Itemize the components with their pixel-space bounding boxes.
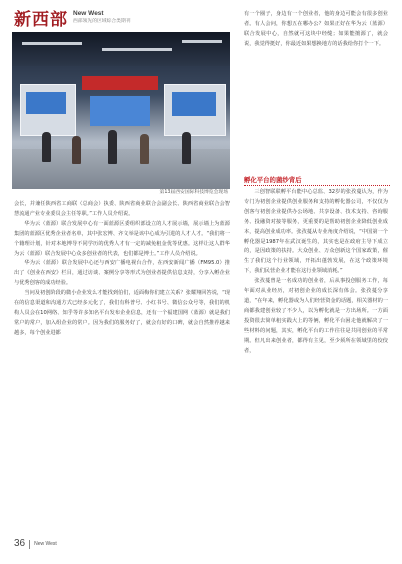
photo-person <box>140 134 149 164</box>
photo-light <box>102 48 172 51</box>
masthead-english: New West <box>73 10 104 17</box>
photo-light <box>182 40 222 43</box>
photo-person <box>72 136 81 164</box>
paragraph: 会长，并兼任陕西省工商联（总商会）执委、陕西省商业联合会副会长、陕西省商业联合会智慧流通产业专业委员会主任等职。”工作人员介绍说。 <box>14 201 230 217</box>
footer-brand: New West <box>34 541 57 547</box>
masthead-tagline: 西部领先的区域综合类期刊 <box>73 19 131 24</box>
photo-light <box>22 42 82 45</box>
section-rule <box>244 185 390 186</box>
exhibition-photo <box>12 32 230 189</box>
footer-divider <box>29 540 30 549</box>
right-column-bottom <box>244 188 388 356</box>
paragraph: 华为云（蓝源）联合发展中心还与西安广播电视台合作，在西安新闻广播（FM95.0）推出了《创业在西安》栏目，通过访谈、案例分享等形式为创业者提供信息支持，分享入孵企业与优秀创客的成功经验。 <box>14 260 230 287</box>
photo-screen <box>172 92 216 116</box>
photo-screen <box>90 96 150 126</box>
photo-banner <box>82 76 158 90</box>
photo-person <box>182 132 191 164</box>
photo-person <box>42 132 51 162</box>
paragraph: 有一个圈子，身边有一个创业者，他的身边可能会有很多创业者。有人会问，你想五在哪办公？如果正好在华为云（蓝源）联合发展中心，自然就可这块中经缝；如果能擅源了，就会说，我觉得挺好，你最近如果想换地方的话我给你打个一下。 <box>244 11 388 47</box>
photo-screen <box>26 92 66 114</box>
paragraph: 三创智联联孵平台能中心总监、32岁的张孜蔓认为，作为专门为初创企业提供创业服务和支持的孵化器公司，不仅仅为创客与初创企业提供办公场地、共享设备、技术支持、咨询服务、投融资对接等服务，更重要的是帮助初创企业降低创业成本，提高创业成功率。张孜蔓从专业角度介绍说，“中国第一个孵化器是1987年在武汉诞生的，其实也是在政府主导下成立的，是因政策的扶持。大众创业、万众创新这个国家政策，催生了我们这个行业领域，开拓出蓬勃发展，在这个政策环境下，我们民营企业才能在这行业领域消耗。” <box>244 189 388 275</box>
right-column-top <box>244 10 388 50</box>
left-column <box>14 200 230 339</box>
photo-person <box>108 130 117 164</box>
section-title: 孵化平台的菌纱背后 <box>244 176 302 184</box>
photo-caption: 第13届西安国际科技博览会现场 <box>159 190 228 195</box>
paragraph: 华为云（蓝源）联合发展中心有一面蓝源区委组织部设立的人才展示墙，展示墙上为蓝源集团的蓝源区优秀企业者名单，其中张宏博、齐文举是该中心成为引进的人才人才。“我们将一个籍理计划，针对本地博导不同学历的优秀人才有一定的减免租金优等优惠。这样让这人群华为云（蓝源）联合发展中心众多创业者的代表，也们都是博士。”工作人员介绍说。 <box>14 220 230 257</box>
masthead <box>14 10 131 30</box>
paragraph: 当问及初创阶段的微小企业发么才能找到伯们，适面梅你们建立关系？张耀翔回答说，“现在的信息渠道和沟通方式已经多元化了，我们有科普号、小红书号、微信公众号等，我们的机构人员会在10网络、知乎等许多知名平台发布企业信息，还有一个福建国网（蓝源）就是我们常户的常户，加入组企业的常户。因为我们的服务好了，就会有好的口碑，就会自然推荐越来越多，每个创业进都 <box>14 290 230 336</box>
masthead-side <box>73 10 131 25</box>
page-number: 36 <box>14 538 26 549</box>
masthead-logo: 新西部 <box>14 10 68 30</box>
paragraph: 张孜蔓曾是一名成功的创业者，后从事投创服务工作，每年面对从业经历，对初创企业的成长深有体会。张孜蔓分享道，“在年来，孵化器或为人们经营资金的话题，相关器材的一商都我建创业较了不少人，以为孵化就是一方出场所。一方面投资很去简单租实践大上的等俩，孵化平台困走他就解决了一些材料的问题，其实，孵化平台的工作往往是共同创业的平常期。但凡出来创业者，都得有主见，至少须所在领域里的佼佼者， <box>244 278 388 354</box>
page-footer <box>14 538 57 550</box>
